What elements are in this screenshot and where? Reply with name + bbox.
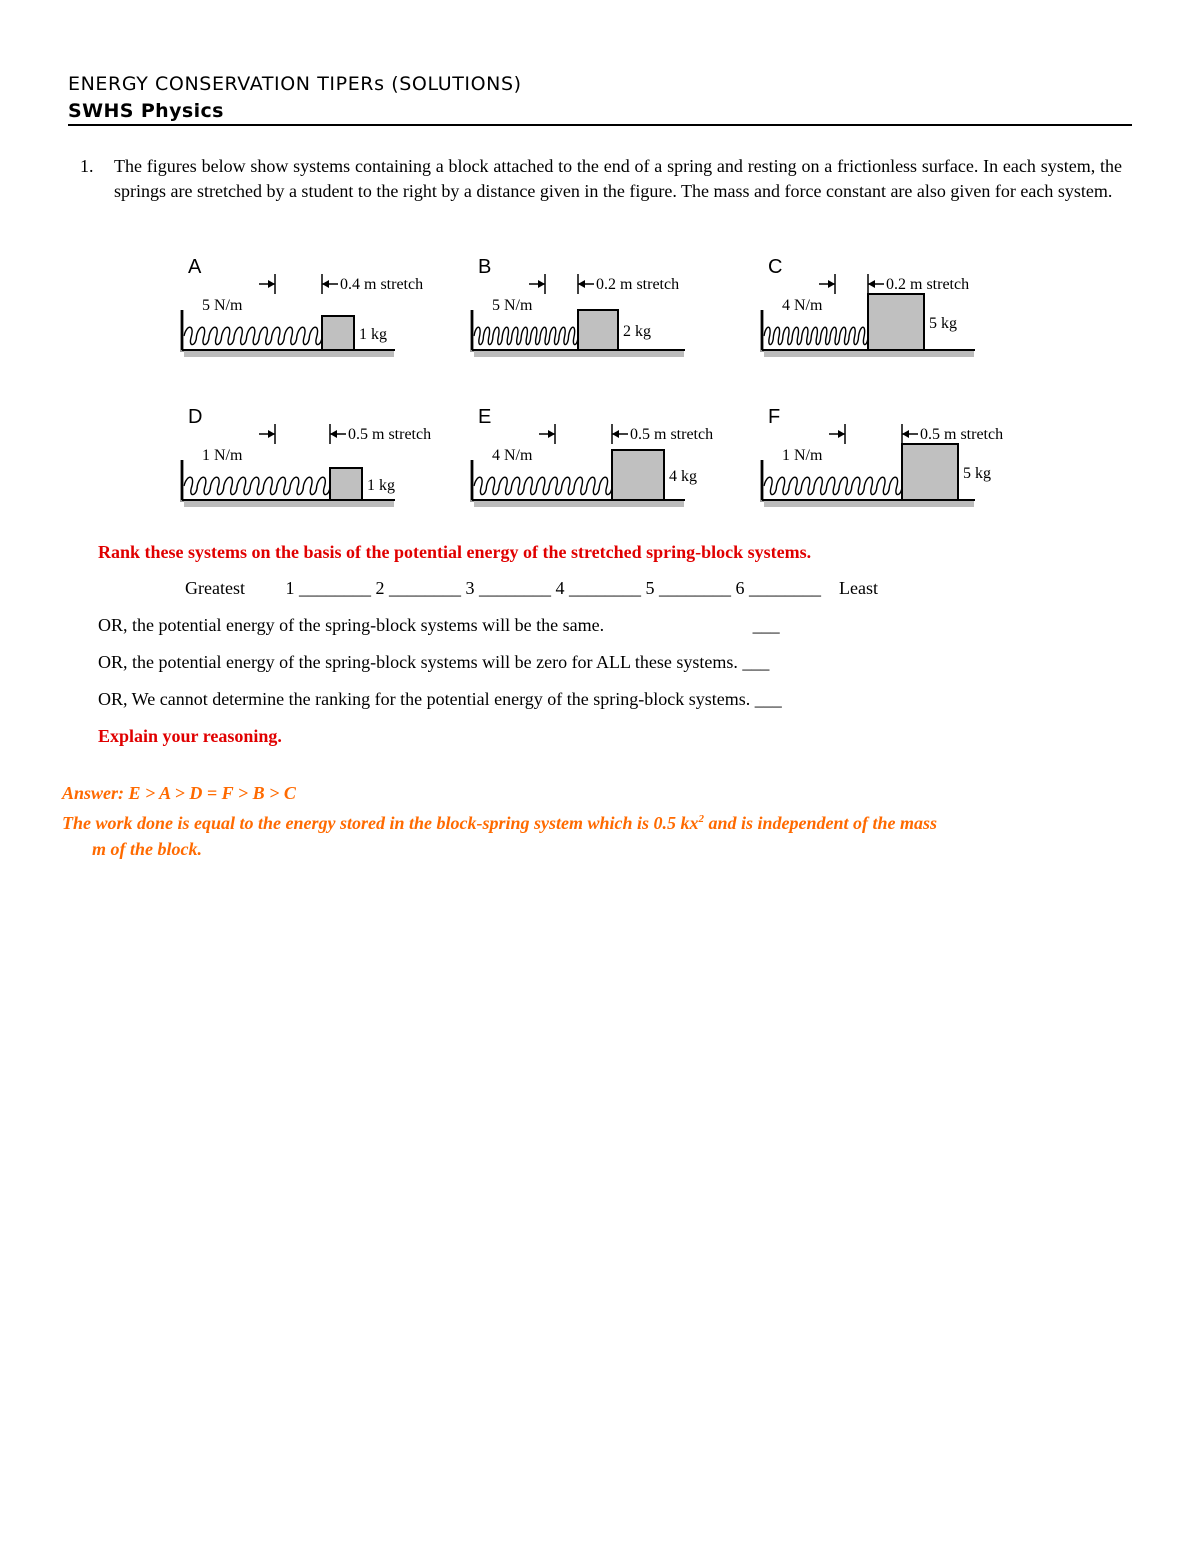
- mass-label: 2 kg: [623, 323, 651, 340]
- ground-shadow: [764, 351, 974, 357]
- arrow-left-icon: [330, 430, 337, 438]
- spring-constant-label: 1 N/m: [202, 447, 243, 464]
- arrow-right-icon: [548, 430, 555, 438]
- stretch-label: 0.2 m stretch: [596, 276, 680, 293]
- answer-exponent: 2: [698, 813, 705, 825]
- mass-label: 5 kg: [929, 315, 957, 332]
- arrow-right-icon: [268, 280, 275, 288]
- mass-label: 1 kg: [367, 477, 395, 494]
- block: [868, 294, 924, 350]
- block: [902, 444, 958, 500]
- spring-constant-label: 1 N/m: [782, 447, 823, 464]
- arrow-left-icon: [902, 430, 909, 438]
- ground-shadow: [764, 501, 974, 507]
- explain-reasoning: Explain your reasoning.: [98, 726, 282, 746]
- arrow-left-icon: [868, 280, 875, 288]
- spring-icon: [474, 477, 612, 494]
- spring-block-figures: [170, 250, 1050, 520]
- document-title: ENERGY CONSERVATION TIPERs (SOLUTIONS): [68, 73, 522, 95]
- header-rule: [68, 124, 1132, 126]
- spring-constant-label: 4 N/m: [782, 297, 823, 314]
- arrow-left-icon: [612, 430, 619, 438]
- figure-letter: B: [478, 256, 492, 278]
- stretch-label: 0.5 m stretch: [348, 426, 432, 443]
- answer-explanation-part1: The work done is equal to the energy stored in the block-spring system which is 0.5 kx: [62, 813, 699, 833]
- rank-heading: Rank these systems on the basis of the potential energy of the stretched spring-block systems.: [98, 542, 812, 562]
- ranking-line: Greatest 1 ________ 2 ________ 3 ________ 4 ________ 5 ________ 6 ________ Least: [185, 578, 878, 598]
- question-text: The figures below show systems containing a block attached to the end of a spring and resting on a frictionless surface. In each system, the springs are stretched by a student to the right by a distance given in the figure. The mass and force constant are also given for each system.: [114, 156, 1122, 201]
- mass-label: 1 kg: [359, 326, 387, 343]
- ground-shadow: [474, 351, 684, 357]
- question-number: 1.: [80, 156, 94, 176]
- figure-letter: E: [478, 406, 492, 428]
- answer-explanation-part2: and is independent of the mass: [704, 813, 938, 833]
- spring-constant-label: 5 N/m: [202, 297, 243, 314]
- stretch-label: 0.4 m stretch: [340, 276, 424, 293]
- option-same: OR, the potential energy of the spring-block systems will be the same. ___: [98, 615, 780, 635]
- figure-letter: A: [188, 256, 202, 278]
- figures-svg: [170, 250, 1050, 520]
- stretch-label: 0.5 m stretch: [630, 426, 714, 443]
- arrow-right-icon: [538, 280, 545, 288]
- ground-shadow: [474, 501, 684, 507]
- arrow-left-icon: [322, 280, 329, 288]
- figure-letter: C: [768, 256, 783, 278]
- arrow-right-icon: [828, 280, 835, 288]
- arrow-left-icon: [578, 280, 585, 288]
- document-subtitle: SWHS Physics: [68, 100, 224, 122]
- arrow-right-icon: [268, 430, 275, 438]
- ground-shadow: [184, 501, 394, 507]
- question-1: [80, 154, 1122, 204]
- figure-letter: F: [768, 406, 781, 428]
- option-cannot-determine: OR, We cannot determine the ranking for the potential energy of the spring-block systems. ___: [98, 689, 782, 709]
- mass-label: 5 kg: [963, 465, 991, 482]
- answer-ranking: Answer: E > A > D = F > B > C: [62, 783, 296, 803]
- header: [68, 70, 1132, 124]
- block: [612, 450, 664, 500]
- spring-constant-label: 4 N/m: [492, 447, 533, 464]
- answer-explanation: [62, 806, 1122, 836]
- figure-letter: D: [188, 406, 203, 428]
- spring-icon: [184, 477, 330, 494]
- ground-shadow: [184, 351, 394, 357]
- spring-icon: [764, 327, 868, 344]
- answer-block: [62, 780, 1122, 862]
- spring-constant-label: 5 N/m: [492, 297, 533, 314]
- stretch-label: 0.2 m stretch: [886, 276, 970, 293]
- answer-explanation-cont: m of the block.: [92, 839, 202, 859]
- spring-icon: [184, 327, 322, 344]
- spring-icon: [474, 327, 578, 344]
- block: [578, 310, 618, 350]
- block: [322, 316, 354, 350]
- spring-icon: [764, 477, 902, 494]
- mass-label: 4 kg: [669, 468, 697, 485]
- arrow-right-icon: [838, 430, 845, 438]
- stretch-label: 0.5 m stretch: [920, 426, 1004, 443]
- option-zero: OR, the potential energy of the spring-block systems will be zero for ALL these systems. ___: [98, 652, 770, 672]
- block: [330, 468, 362, 500]
